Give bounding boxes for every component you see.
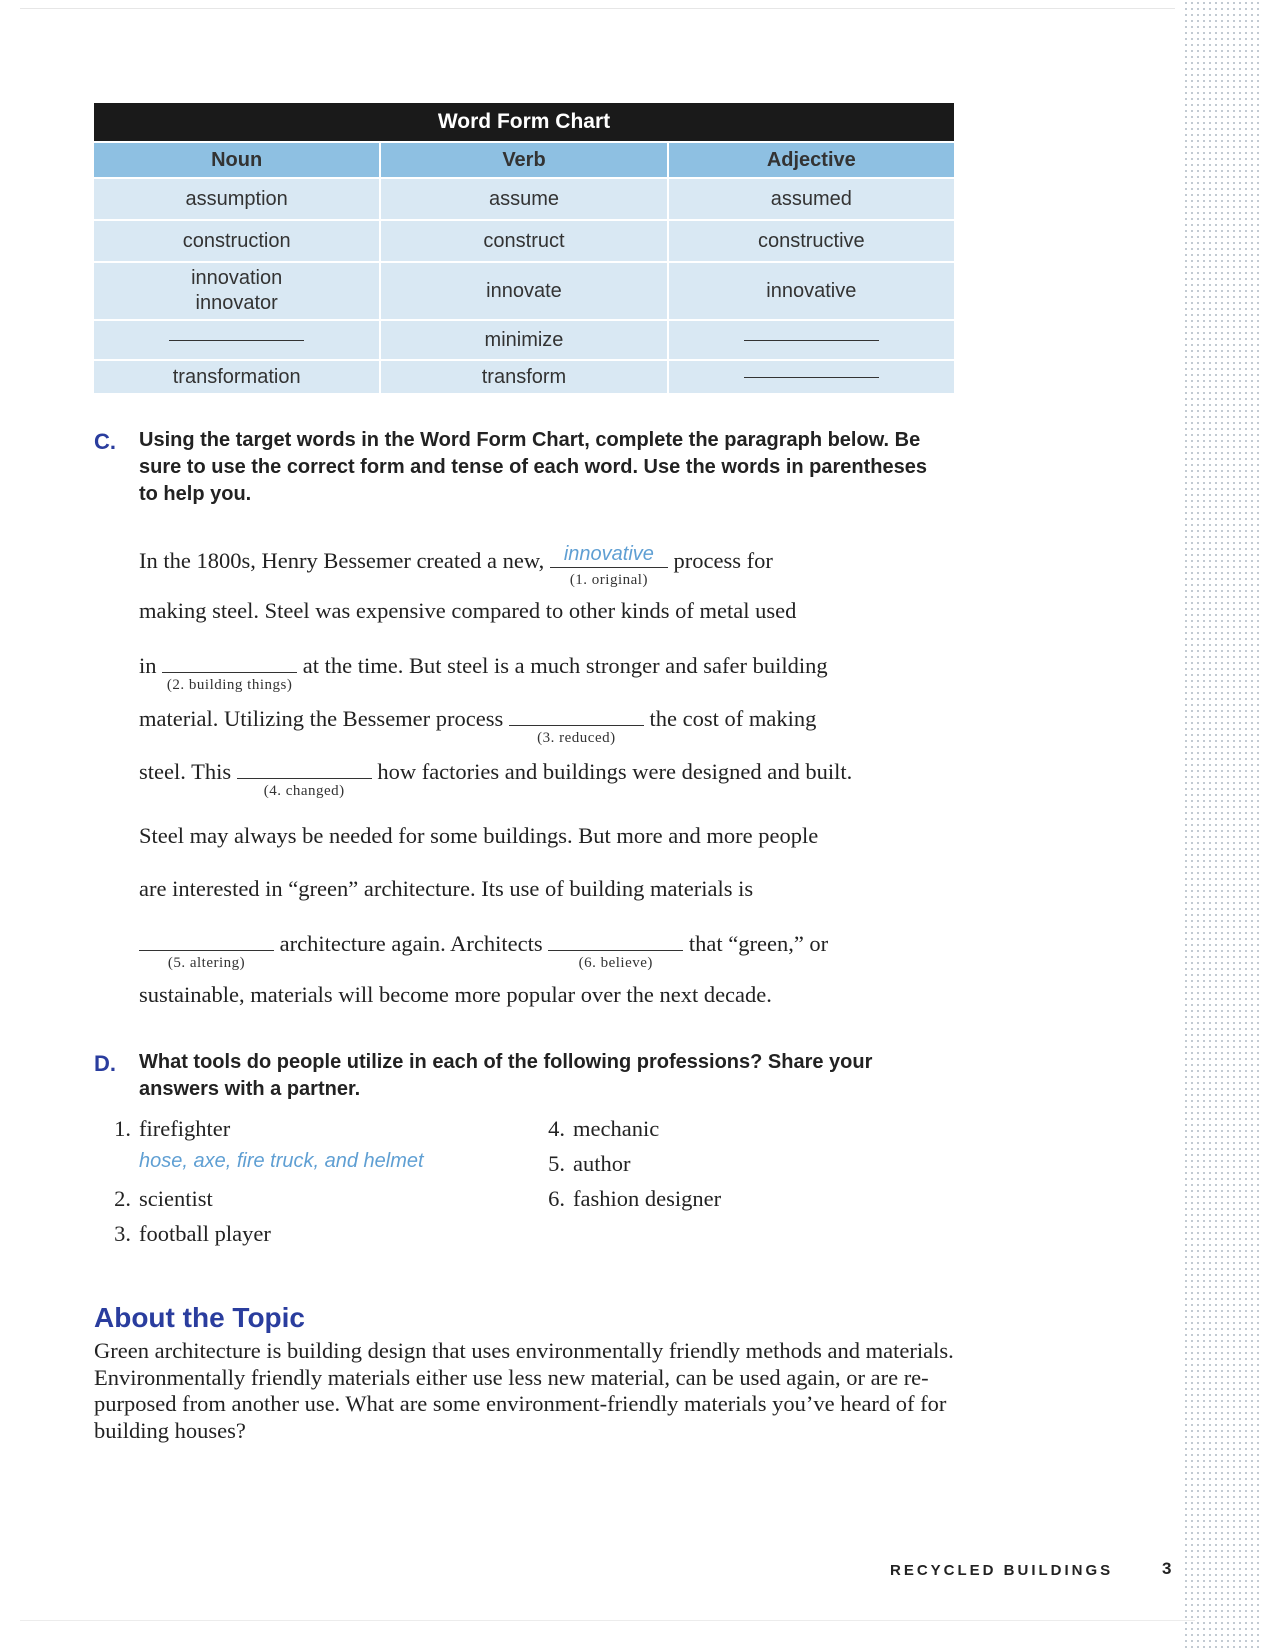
- list-item: [535, 1185, 721, 1213]
- top-rule: [20, 8, 1175, 9]
- adjective-cell: innovative: [669, 263, 954, 319]
- chart-row: [94, 261, 954, 319]
- page-number: 3: [1162, 1559, 1172, 1578]
- section-c-instruction: Using the target words in the Word Form Chart, complete the paragraph below. Be sure to use the correct form and tense of each word. Use the words in parentheses to help you.: [139, 429, 927, 505]
- adjective-cell: assumed: [669, 179, 954, 219]
- header-noun: Noun: [94, 143, 381, 177]
- verb-cell: minimize: [381, 321, 668, 359]
- noun-text: assumption: [185, 187, 288, 210]
- item-1-answer: hose, axe, fire truck, and helmet: [139, 1150, 424, 1172]
- blank-3[interactable]: [509, 703, 644, 746]
- hint-4: (4. changed): [263, 783, 345, 799]
- chart-row: [94, 177, 954, 219]
- word-form-chart: [94, 103, 954, 393]
- list-item: [101, 1115, 230, 1143]
- paragraph-line-7: are interested in “green” architecture. Its use of building materials is: [139, 876, 754, 901]
- hint-1: (1. original): [569, 572, 648, 588]
- line-text: in: [139, 653, 157, 678]
- item-label: football player: [139, 1221, 271, 1246]
- item-number: 3.: [114, 1221, 131, 1246]
- chart-header-row: [94, 141, 954, 177]
- item-label: scientist: [139, 1186, 213, 1211]
- adjective-blank-cell: [669, 361, 954, 393]
- list-item: [101, 1220, 271, 1248]
- item-number: 5.: [548, 1151, 565, 1176]
- chart-title: Word Form Chart: [94, 103, 954, 141]
- line-text: that “green,” or: [688, 931, 829, 956]
- verb-cell: transform: [381, 361, 668, 393]
- running-head: RECYCLED BUILDINGS: [890, 1562, 1114, 1579]
- noun-cell: [94, 221, 381, 261]
- noun-text: construction: [182, 229, 291, 252]
- verb-cell: construct: [381, 221, 668, 261]
- paragraph-line-2: making steel. Steel was expensive compared to other kinds of metal used: [139, 598, 797, 623]
- noun-blank-cell: [94, 321, 381, 359]
- item-label: firefighter: [139, 1116, 231, 1141]
- fill-in-line: [744, 340, 879, 341]
- chart-row: [94, 359, 954, 393]
- paragraph-line-4: [139, 703, 817, 746]
- line-text: at the time. But steel is a much stronger and safer building: [302, 653, 828, 678]
- line-text: process for: [673, 548, 773, 573]
- hint-2: (2. building things): [166, 677, 293, 693]
- section-d-letter: D.: [94, 1051, 116, 1076]
- list-item: [101, 1185, 213, 1213]
- verb-cell: innovate: [381, 263, 668, 319]
- noun-text-2: innovator: [195, 292, 278, 314]
- noun-cell: [94, 263, 381, 319]
- header-adjective: Adjective: [669, 143, 954, 177]
- list-item: [535, 1150, 630, 1178]
- noun-cell: [94, 361, 381, 393]
- line-text: In the 1800s, Henry Bessemer created a new,: [139, 548, 545, 573]
- section-c-letter: C.: [94, 429, 116, 454]
- item-label: fashion designer: [573, 1186, 722, 1211]
- line-text: material. Utilizing the Bessemer process: [139, 706, 504, 731]
- bottom-rule: [20, 1620, 1195, 1621]
- dotted-margin-pattern: [1183, 0, 1263, 1650]
- paragraph-line-9: sustainable, materials will become more popular over the next decade.: [139, 982, 772, 1007]
- blank-1[interactable]: [550, 543, 668, 588]
- item-label: author: [573, 1151, 631, 1176]
- fill-in-line: [744, 377, 879, 378]
- hint-3: (3. reduced): [537, 730, 616, 746]
- line-text: the cost of making: [649, 706, 817, 731]
- about-the-topic-text: Green architecture is building design that uses environmentally friendly methods and materials. Environmentally friendly materials either use less new material, can be used again, or are re-purposed from another use. What are some environment-friendly materials you’ve heard of for building houses?: [94, 1338, 954, 1443]
- item-label: mechanic: [573, 1116, 660, 1141]
- line-text: steel. This: [139, 759, 232, 784]
- blank-6[interactable]: [548, 928, 683, 971]
- line-text: how factories and buildings were designed and built.: [377, 759, 853, 784]
- item-number: 6.: [548, 1186, 565, 1211]
- chart-row: [94, 219, 954, 261]
- hint-5: (5. altering): [167, 955, 246, 971]
- answer-1: innovative: [563, 543, 654, 565]
- item-number: 1.: [114, 1116, 131, 1141]
- about-the-topic-heading: About the Topic: [94, 1302, 305, 1333]
- blank-5[interactable]: [139, 928, 274, 971]
- noun-text: innovation: [191, 267, 283, 289]
- header-verb: Verb: [381, 143, 668, 177]
- hint-6: (6. believe): [578, 955, 653, 971]
- chart-row: [94, 319, 954, 359]
- paragraph-line-6: Steel may always be needed for some buildings. But more and more people: [139, 823, 819, 848]
- adjective-blank-cell: [669, 321, 954, 359]
- noun-cell: [94, 179, 381, 219]
- paragraph-line-1: [139, 543, 773, 588]
- noun-text: transformation: [172, 365, 301, 388]
- verb-cell: assume: [381, 179, 668, 219]
- paragraph-line-8: [139, 928, 829, 971]
- section-d-instruction: What tools do people utilize in each of the following professions? Share your answers with a partner.: [139, 1051, 873, 1100]
- paragraph-line-3: [139, 650, 828, 693]
- line-text: architecture again. Architects: [279, 931, 543, 956]
- paragraph-line-5: [139, 756, 853, 799]
- adjective-cell: constructive: [669, 221, 954, 261]
- item-number: 4.: [548, 1116, 565, 1141]
- blank-2[interactable]: [162, 650, 297, 693]
- fill-in-line: [169, 340, 304, 341]
- blank-4[interactable]: [237, 756, 372, 799]
- item-number: 2.: [114, 1186, 131, 1211]
- list-item: [535, 1115, 659, 1143]
